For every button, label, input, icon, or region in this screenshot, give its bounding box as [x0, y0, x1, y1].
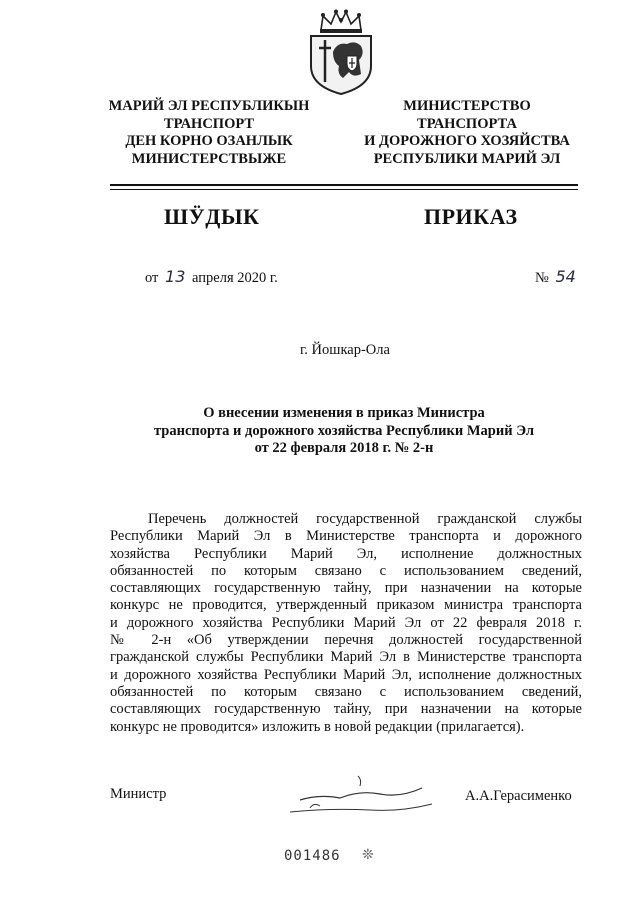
header-divider-thick	[110, 184, 578, 186]
header-right-line: МИНИСТЕРСТВО	[403, 98, 531, 114]
number-sign: №	[535, 270, 549, 286]
header-left-line: МАРИЙ ЭЛ РЕСПУБЛИКЫН	[108, 98, 310, 114]
header-right-line: ТРАНСПОРТА	[417, 115, 517, 132]
signatory-title: Министр	[110, 786, 167, 802]
order-date	[145, 267, 278, 287]
body-line: хозяйства Республики Марий Эл, исполнение должностных	[110, 545, 582, 562]
header-right-russian	[353, 98, 581, 168]
header-left-line: ДЕН КОРНО ОЗАНЛЫК	[125, 133, 293, 149]
order-title-russian: ПРИКАЗ	[424, 204, 518, 229]
serial-number: 001486	[284, 848, 341, 864]
body-line: составляющих государственную тайну, при назначении на которые	[110, 701, 582, 718]
body-line: и дорожного хозяйства Республики Марий Эл от 22 февраля 2018 г.	[110, 614, 582, 631]
header-right-line: РЕСПУБЛИКИ МАРИЙ ЭЛ	[373, 150, 561, 167]
handwritten-signature	[250, 768, 450, 828]
order-body	[110, 511, 582, 736]
subject-line: О внесении изменения в приказ Министра	[203, 405, 485, 421]
date-rest: апреля 2020 г.	[192, 270, 278, 286]
serial-mark: ❊	[362, 848, 374, 863]
coat-of-arms-icon	[303, 8, 379, 96]
body-line: № 2-н «Об утверждении перечня должностей государственной	[110, 632, 582, 649]
subject-line: транспорта и дорожного хозяйства Республики Марий Эл	[154, 422, 534, 439]
body-line: обязанностей по которым связано с использованием сведений,	[110, 562, 582, 579]
body-line: Перечень должностей государственной гражданской службы	[148, 511, 582, 527]
order-number	[535, 267, 579, 287]
header-left-line: МИНИСТЕРСТВЫЖЕ	[131, 150, 287, 167]
body-line: и дорожного хозяйства Республики Марий Эл, исполнение должностных	[110, 666, 582, 683]
date-day-handwritten: 13	[165, 267, 186, 286]
body-line: гражданской службы Республики Марий Эл в Министерстве транспорта	[110, 649, 582, 666]
body-line: Республики Марий Эл в Министерстве транспорта и дорожного	[110, 528, 582, 545]
header-divider-thin	[110, 189, 578, 190]
body-line: обязанностей по которым связано с использованием сведений,	[110, 683, 582, 700]
header-left-marij	[95, 98, 323, 168]
order-title-marij: ШӰДЫК	[164, 204, 260, 229]
body-line: составляющих государственную тайну, при назначении на которые	[110, 580, 582, 597]
header-left-line: ТРАНСПОРТ	[163, 115, 255, 132]
header-right-line: И ДОРОЖНОГО ХОЗЯЙСТВА	[364, 133, 570, 149]
city: г. Йошкар-Ола	[300, 342, 390, 358]
order-subject	[110, 405, 578, 458]
signatory-name: А.А.Герасименко	[465, 788, 572, 804]
body-line: конкурс не проводится, утвержденный приказом министра транспорта	[110, 597, 582, 614]
number-value-handwritten: 54	[555, 267, 576, 286]
body-line: конкурс не проводится» изложить в новой редакции (прилагается).	[110, 718, 525, 735]
date-prefix: от	[145, 270, 159, 286]
subject-line: от 22 февраля 2018 г. № 2-н	[254, 440, 434, 456]
